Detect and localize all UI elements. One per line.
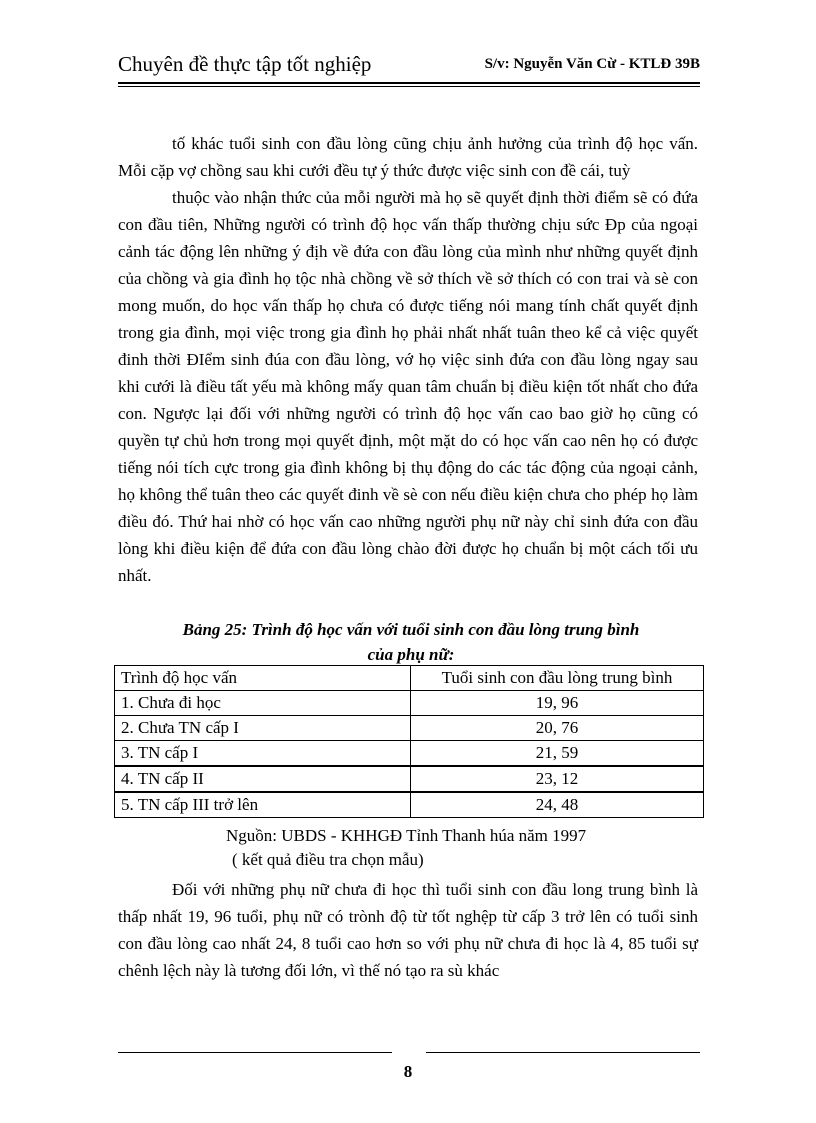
header-cell: Trình độ học vấn (115, 666, 411, 691)
table-cell-level: 5. TN cấp III trở lên (115, 792, 411, 818)
table-cell-level: 4. TN cấp II (115, 766, 411, 792)
table-cell-age: 20, 76 (411, 716, 704, 741)
paragraph-1-text: tố khác tuổi sinh con đầu lòng cũng chịu ảnh hưởng của trình độ học vấn. Mỗi cặp vợ chồng sau khi cưới đều tự ý thức được việc sinh con đề cái, tuỳ (118, 134, 698, 180)
footer-rule-right (426, 1052, 700, 1053)
table-cell-age: 23, 12 (411, 766, 704, 792)
table-cell-age: 21, 59 (411, 741, 704, 767)
header-author: S/v: Nguyễn Văn Cừ - KTLĐ 39B (484, 56, 700, 72)
page-number: 8 (403, 1062, 413, 1081)
paragraph-2 (118, 184, 698, 589)
table-row (115, 741, 704, 767)
table-row (115, 691, 704, 716)
paragraph-3 (118, 876, 698, 984)
table-source: Nguồn: UBDS - KHHGĐ Tỉnh Thanh húa năm 1997 (226, 826, 587, 845)
table-caption-line1: Bảng 25: Trình độ học vấn với tuổi sinh con đầu lòng trung bình (182, 620, 640, 639)
footer-rule-left (118, 1052, 392, 1053)
table-row (115, 766, 704, 792)
table-caption (118, 617, 704, 667)
education-age-table (114, 665, 704, 818)
page-header (118, 52, 700, 80)
header-cell: Tuổi sinh con đầu lòng trung bình (411, 666, 704, 691)
paragraph-1 (118, 130, 698, 184)
paragraph-3-text: Đối với những phụ nữ chưa đi học thì tuổi sinh con đầu long trung bình là thấp nhất 19, 96 tuổi, phụ nữ có trònh độ từ tốt nghệp từ cấp 3 trở lên có tuổi sinh con đầu lòng cao nhất 24, 8 tuổi cao hơn so với phụ nữ chưa đi học là 4, 85 tuổi sự chênh lệch này là tương đối lớn, vì thế nó tạo ra sù khác (118, 880, 698, 980)
table-cell-level: 1. Chưa đi học (115, 691, 411, 716)
header-rule (118, 82, 700, 84)
table-cell-age: 19, 96 (411, 691, 704, 716)
table-cell-age: 24, 48 (411, 792, 704, 818)
table-cell-level: 3. TN cấp I (115, 741, 411, 767)
table-caption-line2: của phụ nữ: (367, 645, 455, 664)
table-row (115, 792, 704, 818)
table-cell-level: 2. Chưa TN cấp I (115, 716, 411, 741)
header-rule-thin (118, 86, 700, 87)
table-header-row (115, 666, 704, 691)
header-title: Chuyên đề thực tập tốt nghiệp (118, 52, 372, 76)
table-row (115, 716, 704, 741)
paragraph-2-text: thuộc vào nhận thức của mỗi người mà họ sẽ quyết định thời điểm sẽ có đứa con đầu tiên, Những người có trình độ học vấn thấp thường chịu sức Đp của ngoại cảnh tác động lên những ý địh về đứa con đầu lòng của mình như những quyết định của chồng và gia đình họ tộc nhà chồng về sở thích về sở thích có con trai và sè con mong muốn, do học vấn thấp họ chưa có được tiếng nói mang tính chất quyết định trong gia đình, mọi việc trong gia đình họ phải nhất nhất tuân theo kể cả việc quyết đinh thời ĐIểm sinh đúa con đầu lòng, vớ họ việc sinh đứa con đầu lòng ngay sau khi cưới là điều tất yếu mà không mấy quan tâm chuẩn bị điều kiện tốt nhất cho đứa con. Ngược lại đối với những người có trình độ học vấn cao bao giờ họ cũng có quyền tự chủ hơn trong mọi quyết định, một mặt do có học vấn cao nên họ có được tiếng nói tích cực trong gia đình không bị thụ động do các tác động của ngoại cảnh, họ không thể tuân theo các quyết đinh về sè con nếu điều kiện chưa cho phép họ làm điều đó. Thứ hai nhờ có học vấn cao những người phụ nữ này chỉ sinh đứa con đầu lòng khi điều kiện để đứa con đầu lòng chào đời được họ chuẩn bị một cách tối ưu nhất. (118, 188, 698, 585)
table-source-note: ( kết quả điều tra chọn mẫu) (232, 850, 424, 869)
